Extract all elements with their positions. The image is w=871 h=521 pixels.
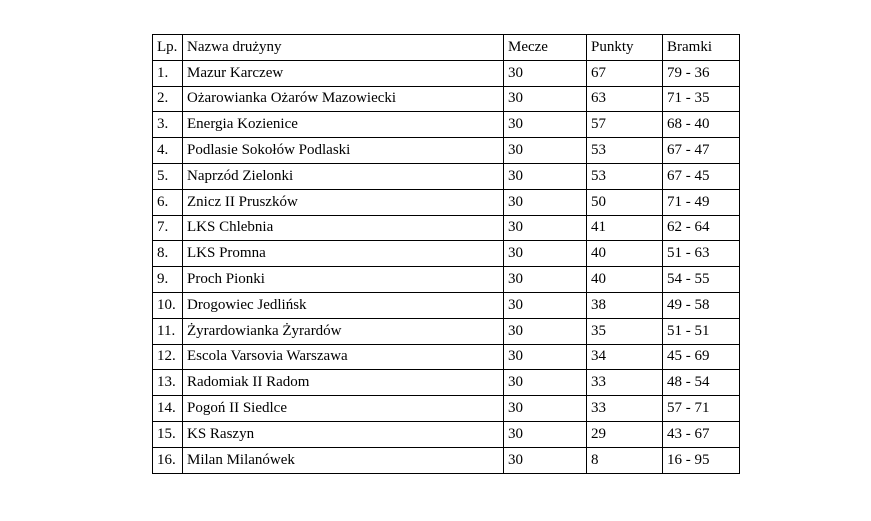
cell-position: 5. [153,163,183,189]
cell-team-name: LKS Promna [183,241,504,267]
cell-position: 6. [153,189,183,215]
table-row [153,138,740,164]
cell-goals: 54 - 55 [663,267,740,293]
cell-goals: 68 - 40 [663,112,740,138]
cell-points: 38 [587,292,663,318]
cell-team-name: Drogowiec Jedlińsk [183,292,504,318]
cell-team-name: LKS Chlebnia [183,215,504,241]
cell-team-name: Podlasie Sokołów Podlaski [183,138,504,164]
cell-goals: 48 - 54 [663,370,740,396]
cell-points: 53 [587,138,663,164]
cell-position: 12. [153,344,183,370]
cell-matches: 30 [504,396,587,422]
table-row [153,267,740,293]
cell-position: 15. [153,421,183,447]
cell-team-name: Znicz II Pruszków [183,189,504,215]
cell-matches: 30 [504,86,587,112]
table-row [153,112,740,138]
header-goals: Bramki [663,35,740,61]
table-row [153,241,740,267]
cell-points: 67 [587,60,663,86]
cell-points: 8 [587,447,663,473]
cell-team-name: Żyrardowianka Żyrardów [183,318,504,344]
cell-position: 1. [153,60,183,86]
cell-team-name: Milan Milanówek [183,447,504,473]
cell-matches: 30 [504,344,587,370]
cell-goals: 79 - 36 [663,60,740,86]
header-points: Punkty [587,35,663,61]
cell-team-name: Proch Pionki [183,267,504,293]
cell-team-name: Energia Kozienice [183,112,504,138]
table-row [153,60,740,86]
cell-matches: 30 [504,163,587,189]
cell-team-name: Ożarowianka Ożarów Mazowiecki [183,86,504,112]
cell-goals: 71 - 49 [663,189,740,215]
cell-points: 63 [587,86,663,112]
cell-team-name: Mazur Karczew [183,60,504,86]
cell-matches: 30 [504,138,587,164]
cell-matches: 30 [504,112,587,138]
cell-team-name: Escola Varsovia Warszawa [183,344,504,370]
cell-matches: 30 [504,267,587,293]
cell-points: 53 [587,163,663,189]
cell-goals: 67 - 45 [663,163,740,189]
standings-table [152,34,740,474]
table-row [153,215,740,241]
table-row [153,344,740,370]
cell-matches: 30 [504,189,587,215]
header-matches: Mecze [504,35,587,61]
cell-matches: 30 [504,292,587,318]
cell-position: 13. [153,370,183,396]
cell-points: 50 [587,189,663,215]
cell-team-name: KS Raszyn [183,421,504,447]
cell-points: 29 [587,421,663,447]
cell-matches: 30 [504,241,587,267]
cell-goals: 43 - 67 [663,421,740,447]
cell-matches: 30 [504,370,587,396]
table-row [153,396,740,422]
cell-position: 7. [153,215,183,241]
table-row [153,447,740,473]
cell-points: 35 [587,318,663,344]
table-row [153,421,740,447]
cell-matches: 30 [504,60,587,86]
cell-goals: 67 - 47 [663,138,740,164]
cell-position: 4. [153,138,183,164]
cell-points: 33 [587,370,663,396]
header-team-name: Nazwa drużyny [183,35,504,61]
table-row [153,318,740,344]
table-row [153,189,740,215]
cell-matches: 30 [504,421,587,447]
cell-matches: 30 [504,447,587,473]
cell-position: 10. [153,292,183,318]
cell-goals: 45 - 69 [663,344,740,370]
cell-position: 2. [153,86,183,112]
table-row [153,163,740,189]
standings-body [153,60,740,473]
cell-matches: 30 [504,318,587,344]
cell-points: 34 [587,344,663,370]
cell-goals: 51 - 51 [663,318,740,344]
cell-points: 57 [587,112,663,138]
cell-goals: 62 - 64 [663,215,740,241]
cell-position: 9. [153,267,183,293]
table-row [153,370,740,396]
cell-matches: 30 [504,215,587,241]
header-row [153,35,740,61]
cell-goals: 71 - 35 [663,86,740,112]
cell-team-name: Radomiak II Radom [183,370,504,396]
cell-position: 14. [153,396,183,422]
cell-position: 3. [153,112,183,138]
cell-position: 16. [153,447,183,473]
cell-points: 40 [587,267,663,293]
cell-goals: 57 - 71 [663,396,740,422]
cell-team-name: Pogoń II Siedlce [183,396,504,422]
cell-team-name: Naprzód Zielonki [183,163,504,189]
cell-points: 40 [587,241,663,267]
header-lp: Lp. [153,35,183,61]
table-row [153,292,740,318]
cell-points: 33 [587,396,663,422]
cell-position: 8. [153,241,183,267]
table-row [153,86,740,112]
cell-points: 41 [587,215,663,241]
cell-goals: 16 - 95 [663,447,740,473]
cell-position: 11. [153,318,183,344]
cell-goals: 51 - 63 [663,241,740,267]
cell-goals: 49 - 58 [663,292,740,318]
